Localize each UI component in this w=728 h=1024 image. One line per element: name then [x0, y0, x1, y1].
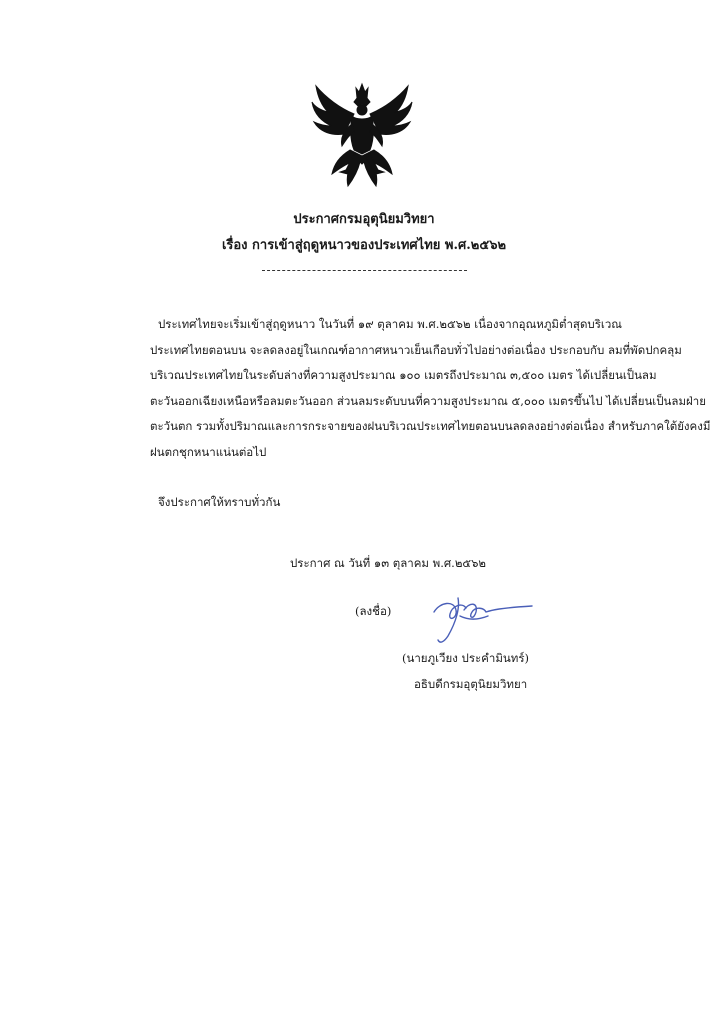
- body-line: บริเวณประเทศไทยในระดับล่างที่ความสูงประมาณ ๑๐๐ เมตรถึงประมาณ ๓,๕๐๐ เมตร ได้เปลี่ยนเป็นลม: [150, 368, 657, 382]
- announcement-subject: เรื่อง การเข้าสู่ฤดูหนาวของประเทศไทย พ.ศ.๒๕๖๒: [221, 238, 507, 253]
- announcement-date: ประกาศ ณ วันที่ ๑๓ ตุลาคม พ.ศ.๒๕๖๒: [290, 556, 486, 570]
- signer-title: อธิบดีกรมอุตุนิยมวิทยา: [414, 677, 528, 691]
- signer-name: (นายภูเวียง ประคำมินทร์): [402, 651, 530, 665]
- body-line: ประเทศไทยตอนบน จะลดลงอยู่ในเกณฑ์อากาศหนาวเย็นเกือบทั่วไปอย่างต่อเนื่อง ประกอบกับ ลมที่พัดปกคลุม: [150, 342, 682, 357]
- body-line: ตะวันตก รวมทั้งปริมาณและการกระจายของฝนบริเวณประเทศไทยตอนบนลดลงอย่างต่อเนื่อง สำหรับภาคใต้ยังคงมี: [150, 419, 711, 433]
- body-line: ฝนตกชุกหนาแน่นต่อไป: [150, 444, 267, 459]
- handwritten-signature: [420, 588, 540, 648]
- body-line: ตะวันออกเฉียงเหนือหรือลมตะวันออก ส่วนลมระดับบนที่ความสูงประมาณ ๕,๐๐๐ เมตรขึ้นไป ได้เปลี่ยนเป็นลมฝ่าย: [150, 393, 706, 408]
- body-line: ประเทศไทยจะเริ่มเข้าสู่ฤดูหนาว ในวันที่ ๑๙ ตุลาคม พ.ศ.๒๕๖๒ เนื่องจากอุณหภูมิต่ำสุดบริเวณ: [158, 317, 622, 331]
- garuda-emblem-icon: [310, 80, 414, 188]
- announcement-title: ประกาศกรมอุตุนิยมวิทยา: [293, 212, 435, 227]
- announcement-body: [150, 312, 711, 465]
- title-divider: [262, 270, 467, 271]
- closing-statement: จึงประกาศให้ทราบทั่วกัน: [158, 495, 281, 509]
- signature-label: (ลงชื่อ): [355, 604, 392, 618]
